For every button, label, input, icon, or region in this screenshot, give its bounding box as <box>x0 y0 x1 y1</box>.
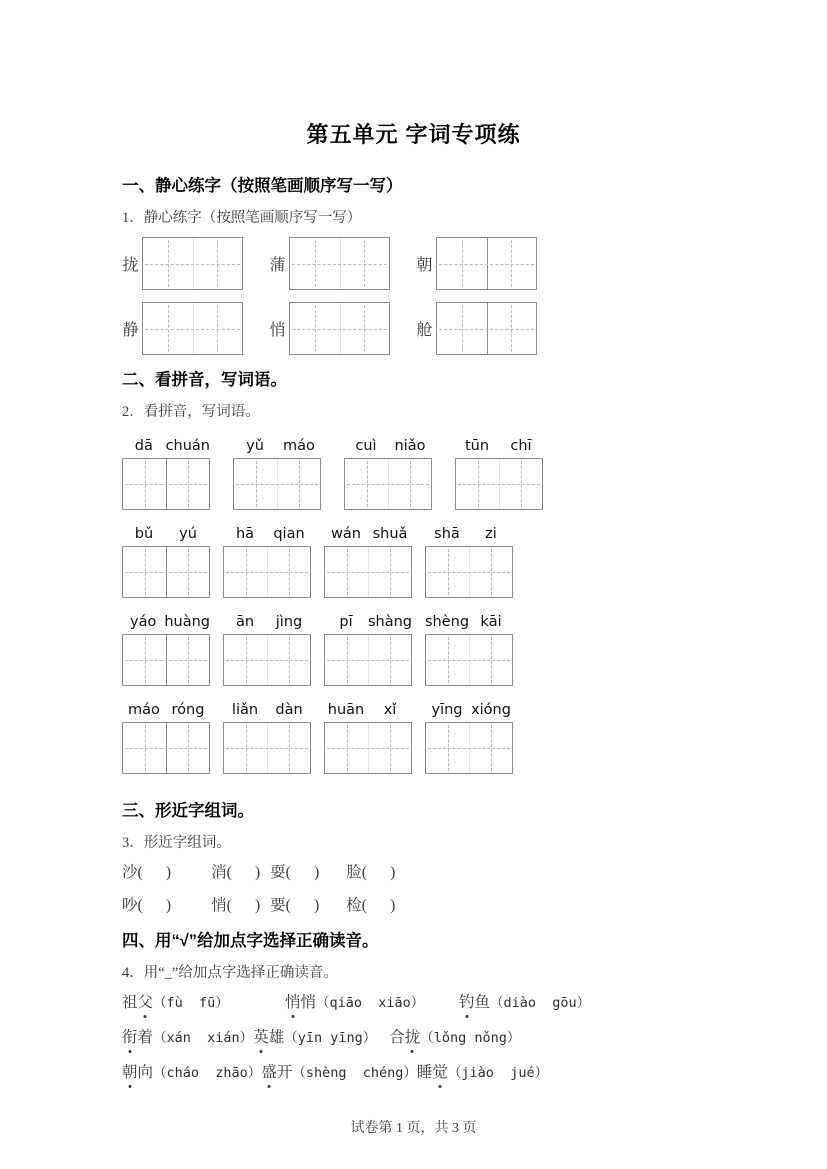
pinyin-label <box>122 524 210 544</box>
writing-grid-box <box>425 634 513 686</box>
footer-page-number: 试卷第 1 页，共 3 页 <box>350 1121 477 1136</box>
fill-blank-item: 检( ) <box>346 897 396 914</box>
pinyin-syllable: ān <box>235 614 255 630</box>
grid-row <box>122 237 705 290</box>
writing-grid-box <box>289 302 390 355</box>
fill-blank-item: 沙( ) <box>122 864 172 881</box>
practice-char-cell <box>122 302 243 355</box>
dotted-word <box>285 992 316 1014</box>
pinyin-syllable: dàn <box>275 702 303 718</box>
dotted-char: 悄 <box>285 992 301 1014</box>
pinyin-label <box>122 436 210 456</box>
pinyin-syllable: zi <box>485 526 497 542</box>
pinyin-syllable: yú <box>179 526 197 542</box>
pinyin-syllable: hā <box>235 526 255 542</box>
dotted-char: 拢 <box>405 1027 421 1049</box>
dotted-word <box>459 992 490 1014</box>
fill-blank-item: 吵( ) <box>122 897 172 914</box>
writing-grid-box <box>142 302 243 355</box>
pinyin-syllable: jìng <box>275 614 303 630</box>
word-with-pinyin <box>285 992 459 1014</box>
pinyin-syllable: róng <box>171 702 205 718</box>
pinyin-grid-row <box>122 436 705 510</box>
pinyin-options: （fù fū） <box>153 995 229 1011</box>
dotted-word <box>122 992 153 1014</box>
pinyin-syllable: niǎo <box>394 438 426 454</box>
dotted-word <box>261 1062 292 1084</box>
writing-grid-box <box>122 722 210 774</box>
pinyin-grid-row <box>122 612 705 686</box>
section-2-pinyin-grids <box>122 436 705 774</box>
pinyin-syllable: qian <box>273 526 305 542</box>
pinyin-syllable: xǐ <box>383 702 397 718</box>
pinyin-label <box>223 700 311 720</box>
grid-center-line <box>292 329 387 330</box>
pinyin-word-cell <box>324 700 412 774</box>
word-char: 开 <box>276 1064 293 1081</box>
grid-row <box>122 302 705 355</box>
writing-grid-box <box>324 634 412 686</box>
pinyin-syllable: liǎn <box>231 702 259 718</box>
word-with-pinyin <box>122 1062 261 1084</box>
grid-center-line <box>226 572 308 573</box>
writing-grid-box <box>223 546 311 598</box>
word-char: 向 <box>137 1064 154 1081</box>
pinyin-options: （diào gōu） <box>490 995 591 1011</box>
grid-center-line <box>428 572 510 573</box>
writing-grid-box <box>289 237 390 290</box>
pinyin-word-cell <box>122 524 210 598</box>
pinyin-syllable: yǔ <box>246 438 264 454</box>
pinyin-syllable: shuǎ <box>372 526 408 542</box>
pinyin-syllable: kāi <box>480 614 502 630</box>
pinyin-label <box>122 612 210 632</box>
question-2-text: 2．看拼音，写词语。 <box>122 404 260 420</box>
pinyin-syllable: huān <box>327 702 365 718</box>
pinyin-syllable: xióng <box>471 702 511 718</box>
pinyin-word-cell <box>223 612 311 686</box>
grid-center-line <box>327 572 409 573</box>
pronunciation-row <box>122 1062 705 1084</box>
writing-grid-box <box>455 458 543 510</box>
pinyin-word-cell <box>324 524 412 598</box>
fill-blank-item: 要( ) <box>270 897 320 914</box>
pinyin-label <box>425 524 513 544</box>
writing-grid-box <box>436 237 537 290</box>
pinyin-word-cell <box>122 436 210 510</box>
pinyin-label <box>122 700 210 720</box>
fill-blank-item: 耍( ) <box>270 864 320 881</box>
pinyin-label <box>344 436 432 456</box>
grid-center-line <box>226 748 308 749</box>
section-3-heading: 三、形近字组词。 <box>122 802 254 820</box>
pinyin-syllable: shā <box>434 526 460 542</box>
pinyin-label <box>324 700 412 720</box>
pinyin-word-cell <box>425 524 513 598</box>
pinyin-options: （lǒng nǒng） <box>420 1030 521 1046</box>
pinyin-options: （jiào jué） <box>447 1065 549 1081</box>
dotted-char: 盛 <box>261 1062 277 1084</box>
pinyin-label <box>324 524 412 544</box>
pinyin-label <box>425 700 513 720</box>
writing-grid-box <box>344 458 432 510</box>
word-char: 祖 <box>122 994 138 1011</box>
pinyin-syllable: chī <box>510 438 532 454</box>
pinyin-word-cell <box>122 612 210 686</box>
dotted-word <box>122 1062 153 1084</box>
section-4-heading: 四、用“√”给加点字选择正确读音。 <box>122 932 379 950</box>
practice-char-label: 静 <box>122 322 139 339</box>
grid-center-line <box>125 484 207 485</box>
grid-center-line <box>327 660 409 661</box>
pinyin-syllable: wán <box>331 526 361 542</box>
dotted-char: 朝 <box>122 1062 138 1084</box>
pinyin-syllable: pī <box>339 614 353 630</box>
section-3-fill-blanks <box>122 863 705 916</box>
dotted-char: 钓 <box>459 992 475 1014</box>
practice-char-cell <box>122 237 243 290</box>
dotted-char: 父 <box>138 992 154 1014</box>
word-char: 合 <box>389 1029 405 1046</box>
pinyin-syllable: dā <box>134 438 153 454</box>
practice-char-cell <box>269 302 390 355</box>
pinyin-label <box>233 436 321 456</box>
pinyin-grid-row <box>122 524 705 598</box>
practice-char-label: 舱 <box>416 322 433 339</box>
grid-center-line <box>236 484 318 485</box>
pinyin-syllable: shèng <box>425 614 470 630</box>
writing-grid-box <box>142 237 243 290</box>
writing-grid-box <box>425 546 513 598</box>
pinyin-syllable: tūn <box>464 438 490 454</box>
grid-center-line <box>347 484 429 485</box>
pinyin-syllable: huàng <box>164 614 210 630</box>
pinyin-syllable: chuán <box>165 438 210 454</box>
pinyin-syllable: yīng <box>431 702 463 718</box>
pinyin-options: （yīn yīng） <box>284 1030 377 1046</box>
writing-grid-box <box>324 722 412 774</box>
word-with-pinyin <box>417 1062 548 1084</box>
grid-center-line <box>458 484 540 485</box>
dotted-char: 英 <box>253 1027 269 1049</box>
pinyin-label <box>455 436 543 456</box>
pinyin-word-cell <box>344 436 432 510</box>
word-char: 睡 <box>416 1064 433 1081</box>
section-1-heading: 一、静心练字（按照笔画顺序写一写） <box>122 177 403 195</box>
fill-blank-item: 脸( ) <box>346 864 396 881</box>
section-2-heading: 二、看拼音，写词语。 <box>122 371 287 389</box>
dotted-char: 觉 <box>432 1062 448 1084</box>
page-title: 第五单元 字词专项练 <box>306 122 521 147</box>
writing-grid-box <box>122 634 210 686</box>
practice-char-cell <box>416 237 537 290</box>
practice-char-cell <box>269 237 390 290</box>
pinyin-word-cell <box>223 524 311 598</box>
pinyin-options: （cháo zhāo） <box>153 1065 262 1081</box>
grid-center-line <box>226 660 308 661</box>
question-3-text: 3．形近字组词。 <box>122 835 231 851</box>
pinyin-options: （xán xián） <box>153 1030 254 1046</box>
writing-grid-box <box>223 722 311 774</box>
pinyin-syllable: máo <box>128 702 160 718</box>
grid-center-line <box>292 264 387 265</box>
word-char: 雄 <box>268 1029 285 1046</box>
dotted-word <box>389 1027 420 1049</box>
writing-grid-box <box>223 634 311 686</box>
pinyin-label <box>425 612 513 632</box>
practice-char-label: 悄 <box>269 322 286 339</box>
practice-char-label: 朝 <box>416 257 433 274</box>
pinyin-word-cell <box>122 700 210 774</box>
pinyin-word-cell <box>425 612 513 686</box>
word-with-pinyin <box>389 1027 520 1049</box>
pinyin-word-cell <box>455 436 543 510</box>
grid-center-line <box>125 660 207 661</box>
fill-blank-row <box>122 896 705 916</box>
pronunciation-row <box>122 992 705 1014</box>
word-char: 鱼 <box>474 994 491 1011</box>
pinyin-label <box>324 612 412 632</box>
pinyin-syllable: máo <box>283 438 315 454</box>
word-char: 悄 <box>300 994 317 1011</box>
question-1-text: 1．静心练字（按照笔画顺序写一写） <box>122 210 362 226</box>
practice-char-cell <box>416 302 537 355</box>
dotted-word <box>253 1027 284 1049</box>
pinyin-word-cell <box>233 436 321 510</box>
grid-center-line <box>145 264 240 265</box>
fill-blank-item: 消( ) <box>211 864 261 881</box>
pinyin-grid-row <box>122 700 705 774</box>
practice-char-label: 拢 <box>122 257 139 274</box>
word-with-pinyin <box>459 992 590 1014</box>
grid-center-line <box>125 748 207 749</box>
word-with-pinyin <box>122 992 285 1014</box>
writing-grid-box <box>425 722 513 774</box>
fill-blank-row <box>122 863 705 883</box>
fill-blank-item: 悄( ) <box>211 897 261 914</box>
writing-grid-box <box>233 458 321 510</box>
pinyin-syllable: yáo <box>129 614 157 630</box>
writing-grid-box <box>122 458 210 510</box>
practice-char-label: 蒲 <box>269 257 286 274</box>
word-with-pinyin <box>261 1062 417 1084</box>
dotted-char: 衔 <box>122 1027 138 1049</box>
grid-center-line <box>125 572 207 573</box>
writing-grid-box <box>324 546 412 598</box>
pinyin-word-cell <box>324 612 412 686</box>
grid-center-line <box>439 264 534 265</box>
pinyin-label <box>223 524 311 544</box>
pinyin-word-cell <box>223 700 311 774</box>
grid-center-line <box>428 748 510 749</box>
dotted-word <box>122 1027 153 1049</box>
word-with-pinyin <box>122 1027 253 1049</box>
grid-center-line <box>145 329 240 330</box>
pinyin-options: （shèng chéng） <box>292 1065 417 1081</box>
dotted-word <box>417 1062 448 1084</box>
grid-center-line <box>439 329 534 330</box>
pinyin-syllable: cuì <box>355 438 377 454</box>
pronunciation-row <box>122 1027 705 1049</box>
pinyin-word-cell <box>425 700 513 774</box>
pinyin-options: （qiāo xiāo） <box>316 995 425 1011</box>
grid-center-line <box>327 748 409 749</box>
pinyin-label <box>223 612 311 632</box>
word-with-pinyin <box>253 1027 389 1049</box>
word-char: 着 <box>137 1029 154 1046</box>
section-4-pronunciation-choices <box>122 992 705 1084</box>
question-4-text: 4．用“_”给加点字选择正确读音。 <box>122 965 338 981</box>
section-1-writing-grids <box>122 237 705 355</box>
pinyin-syllable: bǔ <box>134 526 154 542</box>
grid-center-line <box>428 660 510 661</box>
pinyin-syllable: shàng <box>367 614 412 630</box>
writing-grid-box <box>122 546 210 598</box>
writing-grid-box <box>436 302 537 355</box>
